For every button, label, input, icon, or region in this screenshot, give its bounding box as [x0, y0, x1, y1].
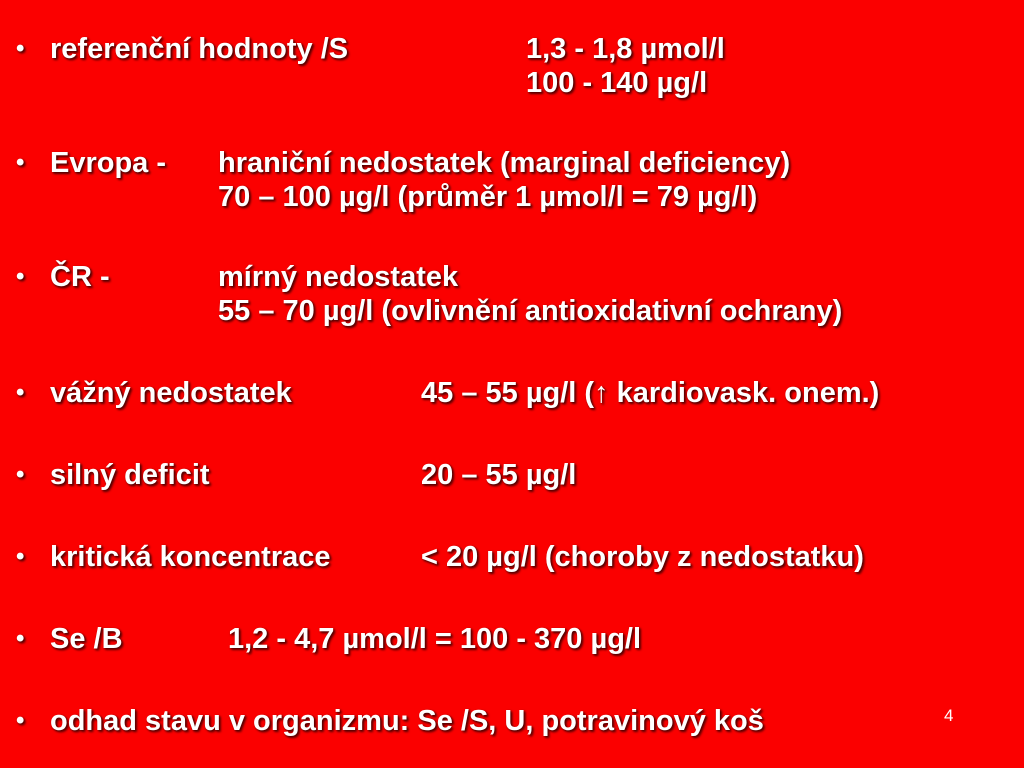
item-value-strong-deficit: 20 – 55 µg/l	[421, 459, 577, 491]
item-value-severe-deficiency: 45 – 55 µg/l (↑ kardiovask. onem.)	[421, 377, 880, 409]
bullet-marker: •	[16, 461, 25, 488]
item-value-cr-desc: mírný nedostatek	[218, 261, 459, 293]
item-value-europe-desc: hraniční nedostatek (marginal deficiency)	[218, 147, 791, 179]
page-number: 4	[944, 706, 954, 725]
item-value-reference-ug: 100 - 140 µg/l	[526, 67, 708, 99]
bullet-marker: •	[16, 625, 25, 652]
item-label-assessment: odhad stavu v organizmu: Se /S, U, potravinový koš	[50, 705, 764, 737]
item-label-reference-values: referenční hodnoty /S	[50, 33, 349, 65]
item-label-critical-concentration: kritická koncentrace	[50, 541, 331, 573]
item-label-strong-deficit: silný deficit	[50, 459, 210, 491]
bullet-marker: •	[16, 379, 25, 406]
item-value-se-blood: 1,2 - 4,7 µmol/l = 100 - 370 µg/l	[228, 623, 642, 655]
bullet-marker: •	[16, 35, 25, 62]
item-label-cr: ČR -	[50, 261, 110, 293]
item-value-europe-range: 70 – 100 µg/l (průměr 1 µmol/l = 79 µg/l)	[218, 181, 758, 213]
item-label-se-blood: Se /B	[50, 623, 123, 655]
bullet-marker: •	[16, 263, 25, 290]
item-value-reference-umol: 1,3 - 1,8 µmol/l	[526, 33, 725, 65]
item-value-critical-concentration: < 20 µg/l (choroby z nedostatku)	[421, 541, 864, 573]
bullet-marker: •	[16, 149, 25, 176]
item-label-severe-deficiency: vážný nedostatek	[50, 377, 292, 409]
bullet-marker: •	[16, 543, 25, 570]
item-label-europe: Evropa -	[50, 147, 167, 179]
bullet-marker: •	[16, 707, 25, 734]
item-value-cr-range: 55 – 70 µg/l (ovlivnění antioxidativní ochrany)	[218, 295, 843, 327]
